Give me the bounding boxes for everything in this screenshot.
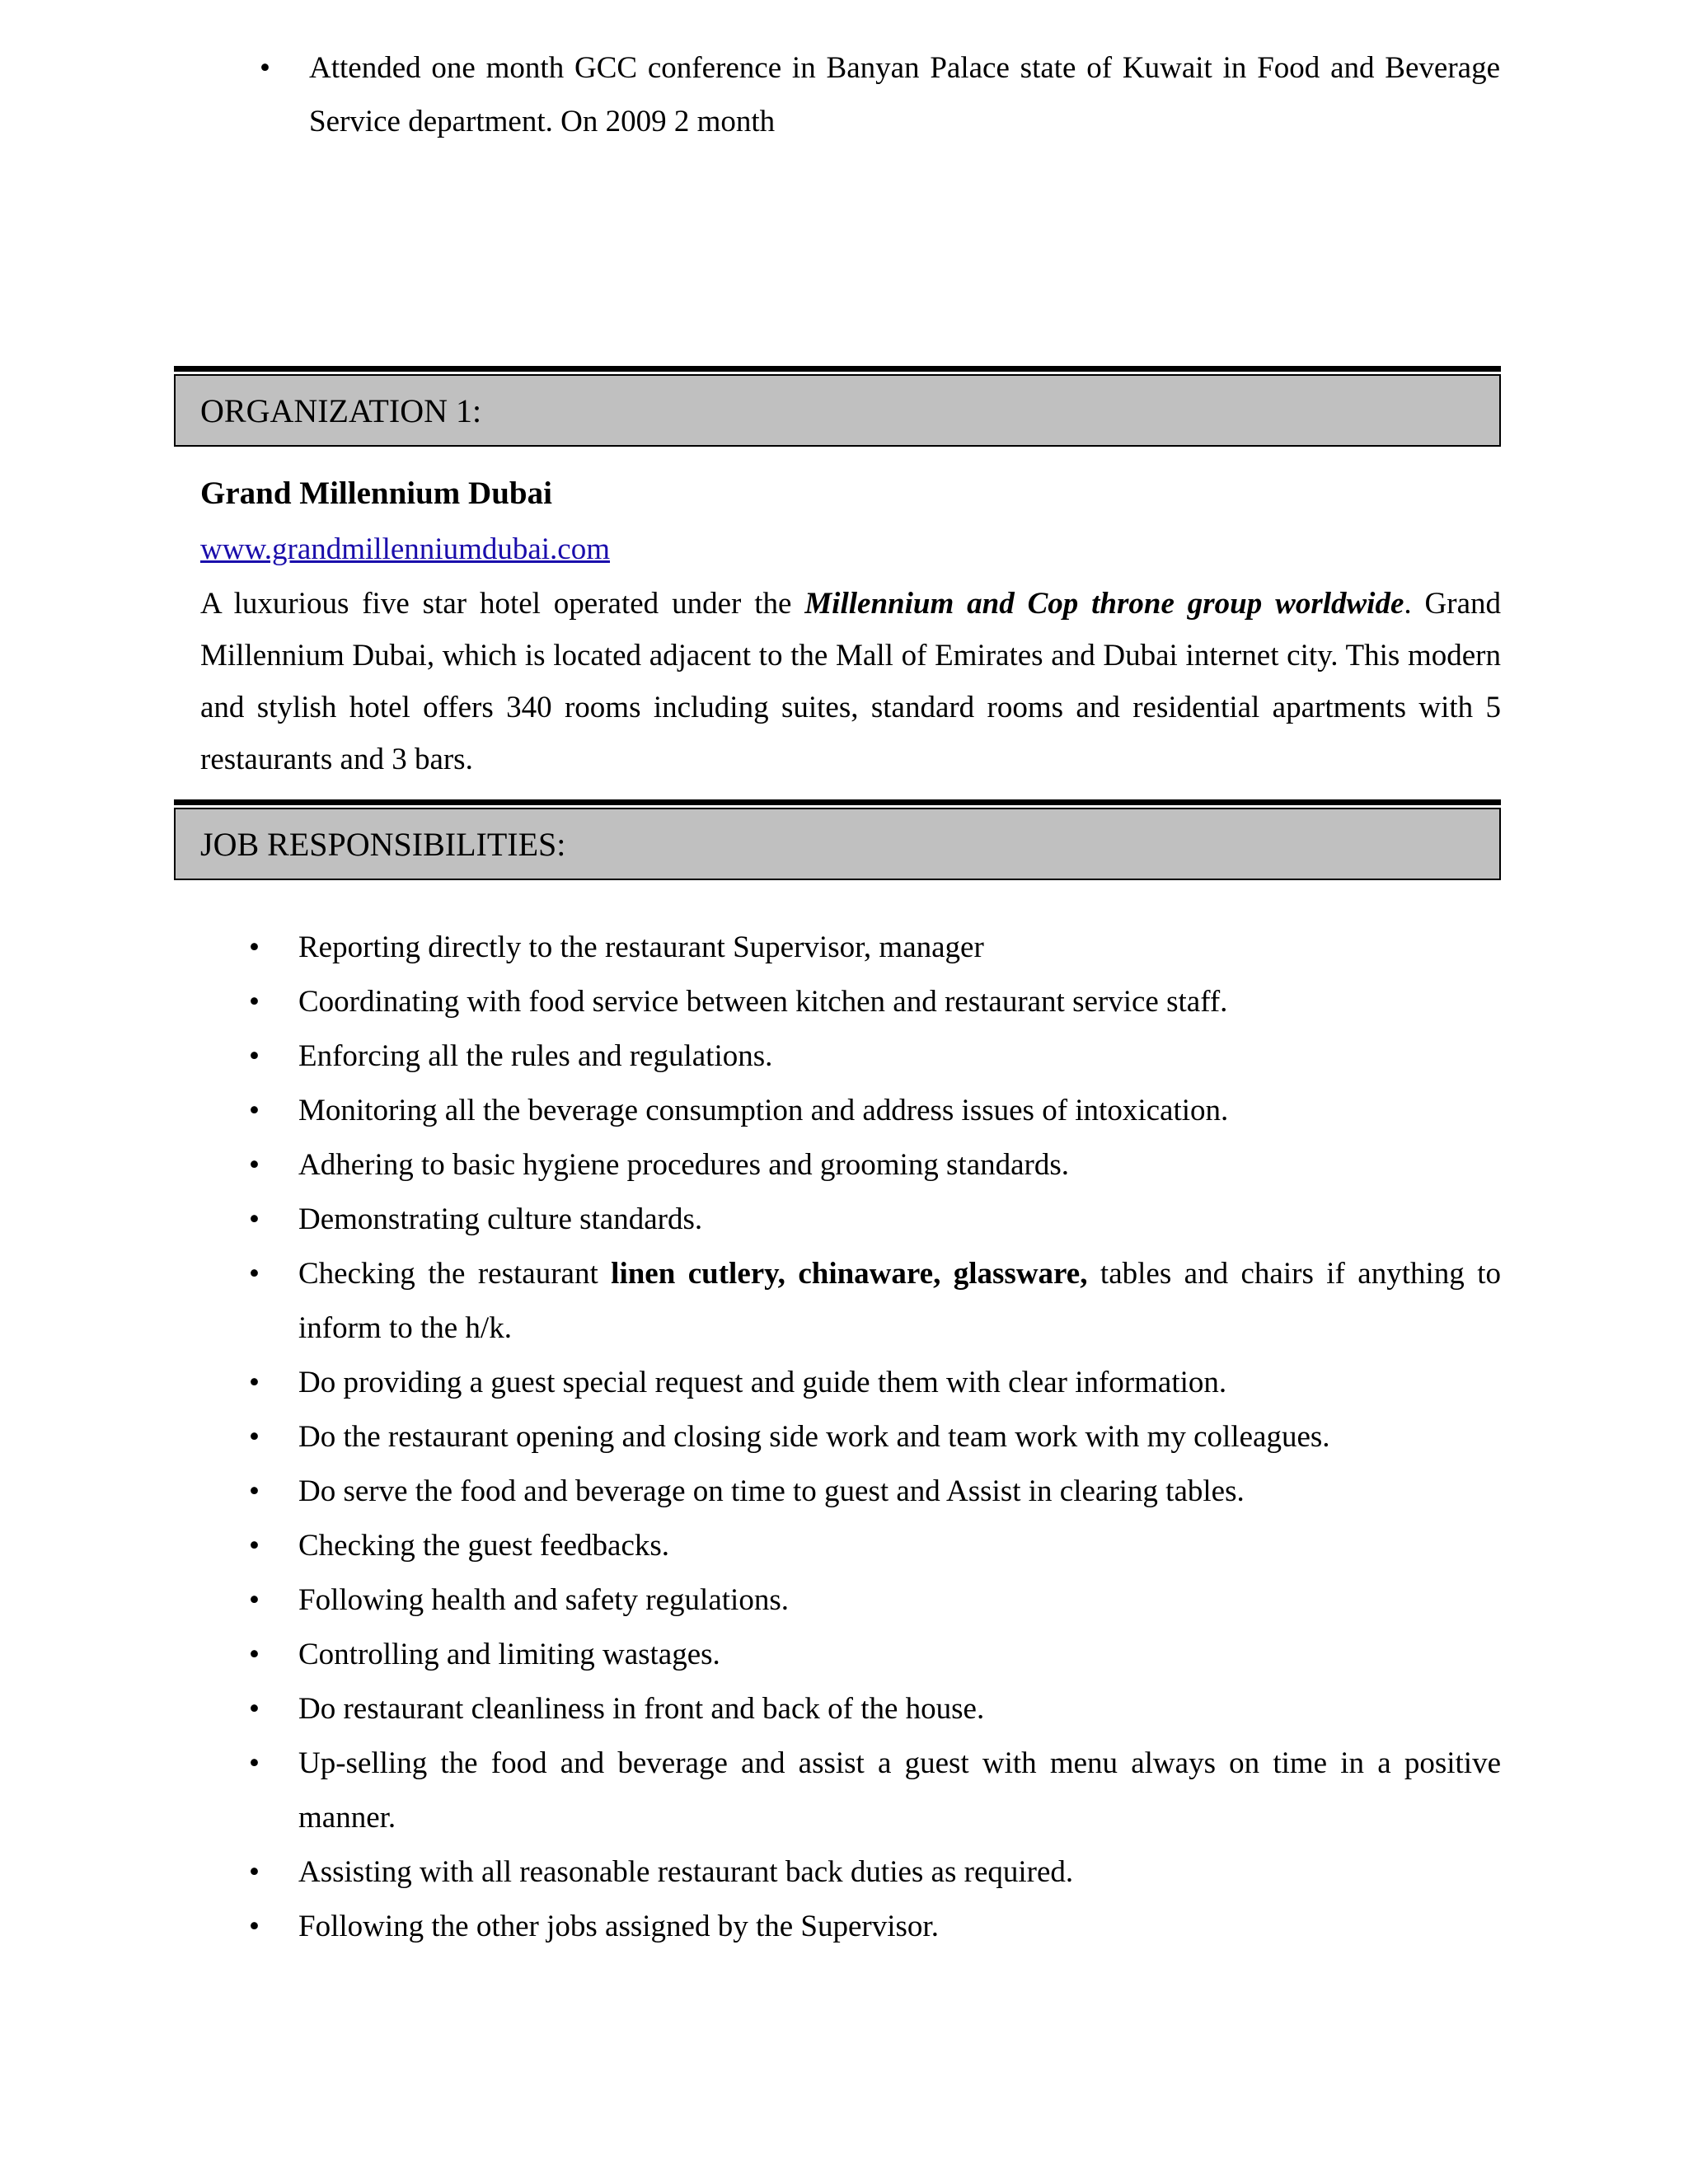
list-item-text: Do the restaurant opening and closing side work and team work with my colleagues. (298, 1420, 1330, 1454)
bullet-icon: • (249, 1692, 260, 1726)
list-item-text: Monitoring all the beverage consumption and address issues of intoxication. (298, 1094, 1229, 1127)
list-item (249, 1193, 1501, 1247)
bullet-icon: • (249, 1148, 260, 1182)
list-item (249, 1736, 1501, 1845)
list-item-text: Do serve the food and beverage on time to guest and Assist in clearing tables. (298, 1474, 1245, 1508)
job-responsibilities-header (174, 799, 1501, 880)
organization-description (200, 578, 1501, 785)
list-item (249, 1138, 1501, 1193)
list-item-text: Demonstrating culture standards. (298, 1202, 703, 1236)
organization-header (174, 366, 1501, 447)
list-item (249, 1465, 1501, 1519)
bullet-icon: • (249, 1638, 260, 1671)
bullet-icon: • (260, 51, 270, 85)
list-item-text: Up-selling the food and beverage and assist a guest with menu always on time in a positive manner. (298, 1746, 1501, 1835)
bullet-icon: • (249, 930, 260, 964)
list-item (249, 975, 1501, 1029)
list-item-text: Coordinating with food service between kitchen and restaurant service staff. (298, 985, 1228, 1019)
list-item-text: Do restaurant cleanliness in front and back of the house. (298, 1692, 985, 1726)
list-item (249, 1247, 1501, 1356)
bullet-icon: • (249, 1202, 260, 1236)
list-item (249, 921, 1501, 975)
bullet-icon: • (249, 1366, 260, 1399)
list-item-text: Controlling and limiting wastages. (298, 1638, 720, 1671)
list-item-text: Following health and safety regulations. (298, 1583, 789, 1617)
list-item (249, 1410, 1501, 1465)
bullet-icon: • (249, 1529, 260, 1563)
list-item-text: Do providing a guest special request and guide them with clear information. (298, 1366, 1227, 1399)
description-emphasis: Millennium and Cop throne group worldwide (804, 587, 1404, 621)
list-item-text: Assisting with all reasonable restaurant back duties as required. (298, 1855, 1074, 1889)
job-responsibilities-header-box (174, 808, 1501, 880)
list-item (249, 1519, 1501, 1573)
header-rule (174, 366, 1501, 372)
list-item-text: Following the other jobs assigned by the Supervisor. (298, 1910, 939, 1943)
header-rule (174, 799, 1501, 805)
list-item (249, 1628, 1501, 1682)
organization-body (200, 466, 1501, 785)
organization-name: Grand Millennium Dubai (200, 476, 552, 511)
list-item-text: Adhering to basic hygiene procedures and grooming standards. (298, 1148, 1070, 1182)
bullet-icon: • (249, 1583, 260, 1617)
bullet-icon: • (249, 1420, 260, 1454)
list-item (249, 1029, 1501, 1084)
list-item (249, 1356, 1501, 1410)
list-item (249, 1573, 1501, 1628)
list-item-text: Checking the guest feedbacks. (298, 1529, 670, 1563)
bullet-icon: • (249, 1474, 260, 1508)
list-item (249, 1900, 1501, 1954)
bullet-icon: • (249, 1257, 260, 1291)
list-item (249, 1845, 1501, 1900)
bullet-icon: • (249, 985, 260, 1019)
bullet-icon: • (249, 1855, 260, 1889)
responsibilities-list (249, 921, 1501, 1954)
list-item-text-bold: linen cutlery, chinaware, glassware, (611, 1257, 1088, 1291)
organization-header-box (174, 374, 1501, 447)
list-item-text: Reporting directly to the restaurant Supervisor, manager (298, 930, 984, 964)
list-item-text-after: tables and chairs if anything to inform to the h/k. (298, 1257, 1501, 1345)
job-responsibilities-header-title: JOB RESPONSIBILITIES: (200, 825, 566, 863)
bullet-icon: • (249, 1094, 260, 1127)
bullet-icon: • (249, 1039, 260, 1073)
description-part2: . Grand Millennium Dubai, which is located adjacent to the Mall of Emirates and Dubai internet city. This modern and stylish hotel offers 340 rooms including suites, standard rooms and residential apartments with 5 restaurants and 3 bars. (200, 587, 1501, 776)
list-item (249, 1682, 1501, 1736)
list-item-text-before: Checking the restaurant (298, 1257, 612, 1291)
intro-bullet-text: Attended one month GCC conference in Banyan Palace state of Kuwait in Food and Beverage Service department. On 2009 2 month (309, 51, 1500, 138)
bullet-icon: • (249, 1746, 260, 1780)
organization-website-link[interactable]: www.grandmillenniumdubai.com (200, 532, 611, 566)
list-item (249, 1084, 1501, 1138)
intro-bullet (260, 41, 1500, 148)
bullet-icon: • (249, 1910, 260, 1943)
organization-header-title: ORGANIZATION 1: (200, 391, 482, 429)
list-item-text: Enforcing all the rules and regulations. (298, 1039, 773, 1073)
description-part1: A luxurious five star hotel operated under the (200, 587, 805, 621)
